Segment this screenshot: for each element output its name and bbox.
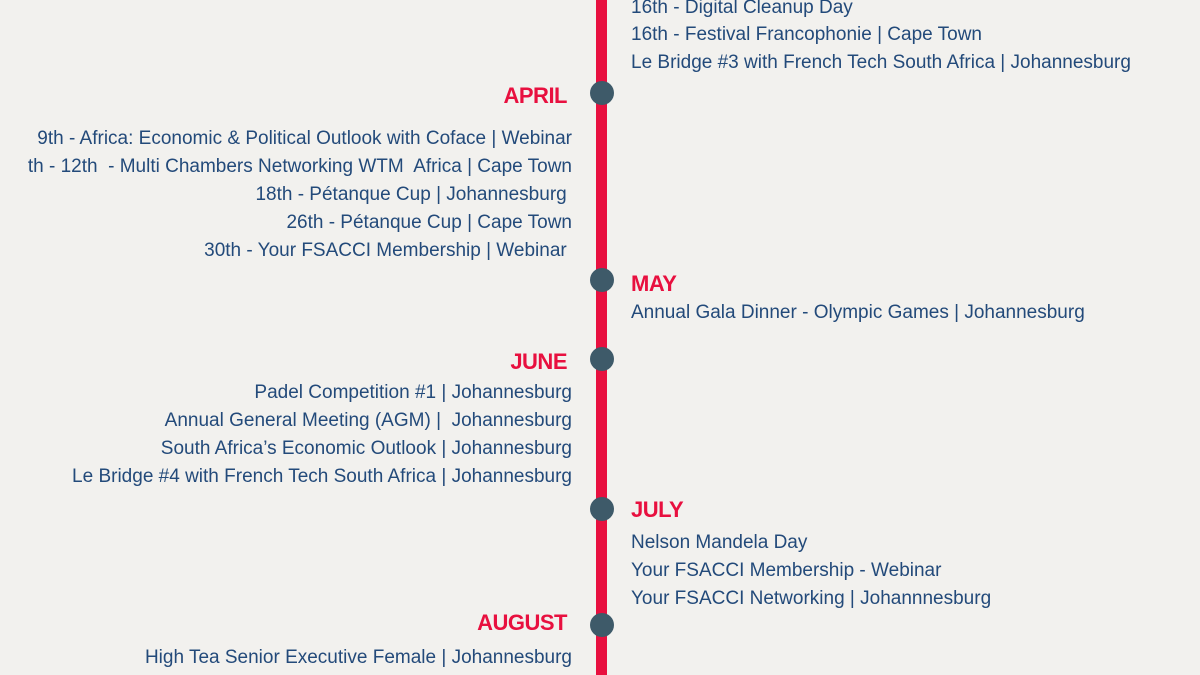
timeline-dot-june	[590, 347, 614, 371]
timeline-dot-july	[590, 497, 614, 521]
month-label-april: APRIL	[503, 83, 567, 108]
event-item: th - 12th - Multi Chambers Networking WTM Africa | Cape Town	[27, 156, 572, 177]
event-item: Annual General Meeting (AGM) | Johannesburg	[164, 410, 572, 431]
event-item: Le Bridge #4 with French Tech South Africa | Johannesburg	[72, 466, 572, 487]
event-item: Nelson Mandela Day	[631, 532, 808, 553]
timeline-dot-may	[590, 268, 614, 292]
month-label-august: AUGUST	[477, 610, 567, 635]
event-item: 16th - Festival Francophonie | Cape Town	[631, 24, 982, 45]
event-item: Le Bridge #3 with French Tech South Africa | Johannesburg	[631, 52, 1131, 73]
event-item: 18th - Pétanque Cup | Johannesburg	[255, 184, 572, 205]
event-item: South Africa’s Economic Outlook | Johannesburg	[160, 438, 572, 459]
event-item: 9th - Africa: Economic & Political Outlook with Coface | Webinar	[37, 128, 572, 149]
event-item: Annual Gala Dinner - Olympic Games | Johannesburg	[631, 302, 1085, 323]
event-item: Your FSACCI Networking | Johannnesburg	[631, 588, 992, 609]
month-label-june: JUNE	[510, 349, 567, 374]
event-item: 26th - Pétanque Cup | Cape Town	[286, 212, 572, 233]
event-item: 30th - Your FSACCI Membership | Webinar	[204, 240, 572, 261]
event-item: High Tea Senior Executive Female | Johannesburg	[144, 647, 572, 668]
event-item: Your FSACCI Membership - Webinar	[631, 560, 942, 581]
timeline-dot-august	[590, 613, 614, 637]
timeline-dot-april	[590, 81, 614, 105]
event-item: Padel Competition #1 | Johannesburg	[254, 382, 572, 403]
month-label-may: MAY	[631, 271, 677, 296]
month-label-july: JULY	[631, 497, 684, 522]
event-item: 16th - Digital Cleanup Day	[631, 0, 853, 18]
